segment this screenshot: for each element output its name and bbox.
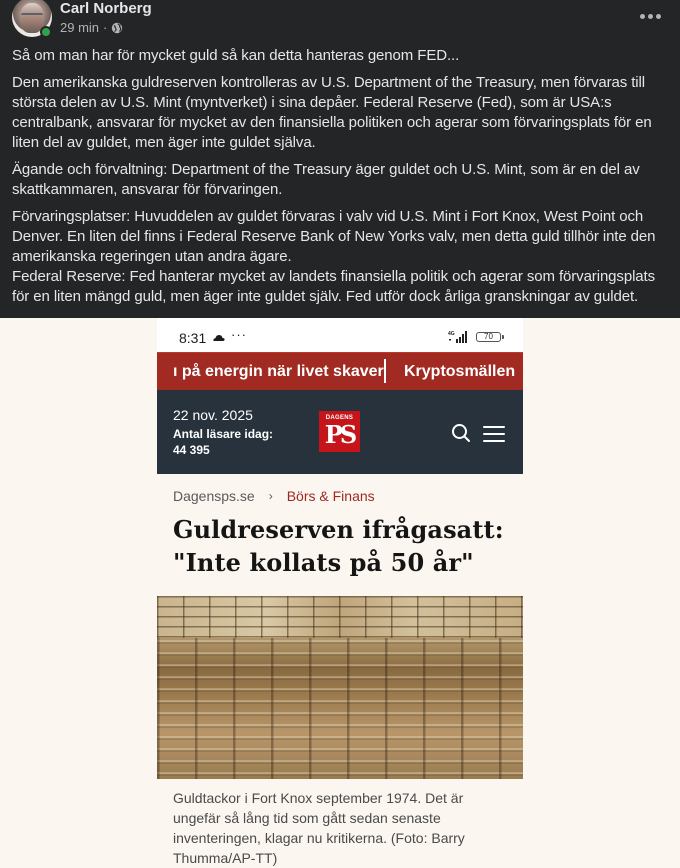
article-headline: Guldreserven ifrågasatt: "Inte kollats på 50 år" [173, 515, 504, 577]
avatar-glasses [21, 13, 43, 18]
dagens-ps-logo [319, 411, 360, 452]
status-more-icon: ··· [231, 327, 247, 342]
more-options-dot [648, 14, 653, 19]
readers-label: Antal läsare idag: [173, 427, 274, 441]
signal-icon [448, 330, 472, 343]
meta-separator: · [103, 20, 108, 35]
readers-count: 44 395 [173, 443, 210, 457]
breadcrumb-section: Börs & Finans [286, 488, 375, 504]
site-header [157, 390, 523, 474]
status-time: 8:31 [179, 330, 207, 346]
globe-icon[interactable] [111, 22, 123, 34]
gold-stack-row [157, 596, 523, 638]
post-paragraph: Så om man har för mycket guld så kan detta hanteras genom FED... [12, 47, 460, 64]
more-options-button[interactable] [636, 6, 664, 26]
post-meta [60, 20, 123, 36]
post-paragraph: Federal Reserve: Fed hanterar mycket av landets finansiella politik och agerar som förvaringsplats för en liten mängd guld, men äger inte guldet själv. Fed utför dock årliga granskningar av guldet. [12, 268, 656, 305]
author-name[interactable]: Carl Norberg [60, 0, 152, 17]
breadcrumb-home: Dagensps.se [173, 488, 255, 504]
online-status-indicator [40, 26, 52, 38]
shared-screenshot[interactable] [0, 318, 680, 868]
search-icon [451, 423, 471, 443]
logo-top-text: DAGENS [325, 415, 354, 421]
post-paragraph: Ägande och förvaltning: Department of the Treasury äger guldet och U.S. Mint, som är en del av skattkammaren, ansvarar för förvaringen. [12, 161, 640, 198]
photo-caption: Guldtackor i Fort Knox september 1974. Det är ungefär så lång tid som gått sedan senaste inventeringen, klagar nu kritikerna. (Foto: Barry Thumma/AP-TT) [173, 790, 465, 866]
news-ticker [157, 352, 523, 390]
chevron-right-icon: › [268, 489, 273, 503]
phone-screenshot [157, 318, 523, 868]
post-header [0, 0, 680, 44]
ticker-separator [384, 359, 386, 383]
breadcrumb [173, 488, 375, 504]
phone-status-bar [157, 318, 523, 352]
battery-icon: 70 [476, 332, 501, 342]
ticker-item: Kryptosmällen [404, 363, 516, 380]
post-paragraph: Den amerikanska guldreserven kontrolleras av U.S. Department of the Treasury, men förvaras till största delen av U.S. Mint (myntverket) i sina depåer. Federal Reserve (Fed), som är USA:s centralbank, ansvarar för mycket av den finansiella politiken och agerar som förvaringsplats för en liten del av guldet, men äger inte guldet själva. [12, 74, 652, 151]
svg-text:4G: 4G [448, 331, 455, 337]
hamburger-menu-icon [483, 426, 505, 442]
post-text [12, 46, 672, 307]
gold-columns [157, 638, 523, 779]
more-options-dot [656, 14, 661, 19]
gold-bars-photo [157, 596, 523, 779]
post-paragraph: Förvaringsplatser: Huvuddelen av guldet förvaras i valv vid U.S. Mint i Fort Knox, West Point och Denver. En liten del finns i Federal Reserve Bank of New Yorks valv, men detta guld tillhör inte den amerikanska regeringen utan andra ägare. [12, 208, 656, 265]
ticker-item: ı på energin när livet skaver [173, 363, 384, 380]
cloud-icon [213, 334, 225, 341]
post-time[interactable]: 29 min [60, 20, 100, 35]
site-date: 22 nov. 2025 [173, 407, 253, 423]
logo-main-text: PS [324, 420, 355, 449]
more-options-icon [640, 14, 645, 19]
